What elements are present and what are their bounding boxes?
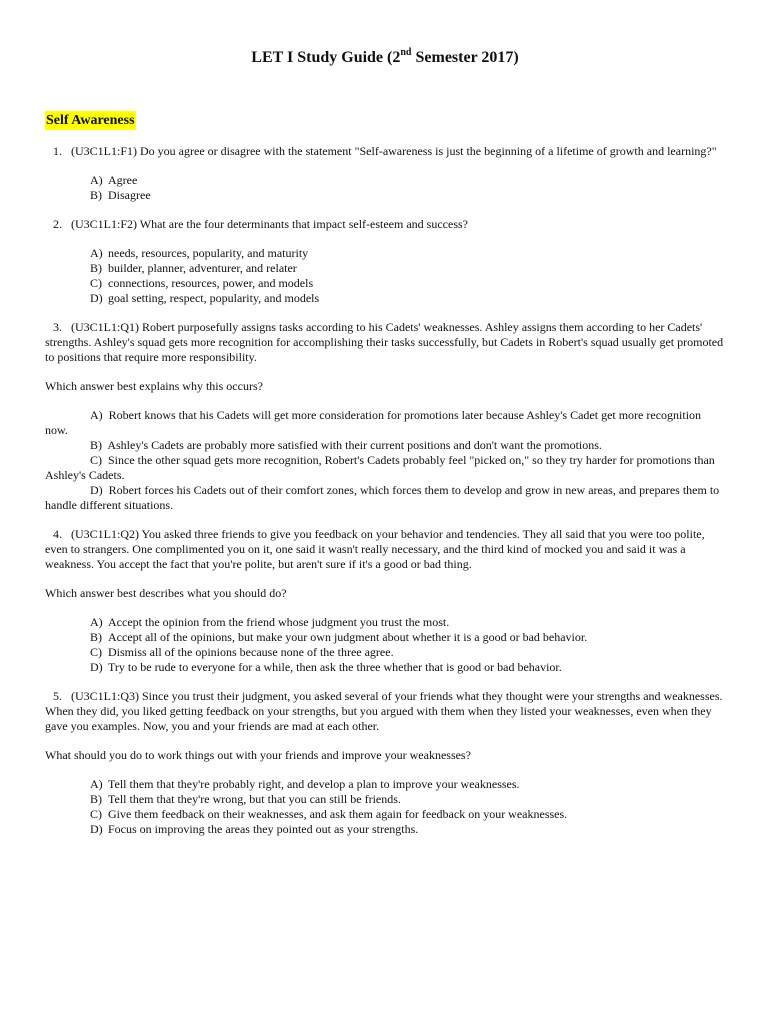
answer-option — [45, 660, 725, 675]
title-main: LET I Study Guide (2 — [251, 49, 401, 66]
question-number: 4. — [53, 527, 62, 541]
option-letter: B) — [90, 261, 102, 275]
option-letter: A) — [90, 246, 103, 260]
option-letter: D) — [90, 660, 103, 674]
option-letter: B) — [90, 792, 102, 806]
answer-options — [45, 173, 725, 203]
option-text: Accept all of the opinions, but make your own judgment about whether it is a good or bad behavior. — [108, 630, 588, 644]
option-letter: D) — [90, 291, 103, 305]
question-list — [45, 144, 725, 837]
section-heading: Self Awareness — [46, 113, 135, 128]
question-2 — [45, 217, 725, 232]
answer-option — [45, 173, 725, 188]
question-5 — [45, 689, 725, 734]
question-number: 1. — [53, 144, 62, 158]
option-letter: C) — [90, 807, 102, 821]
answer-options — [45, 246, 725, 306]
option-text: Try to be rude to everyone for a while, then ask the three whether that is good or bad behavior. — [108, 660, 562, 674]
option-letter: C) — [90, 645, 102, 659]
option-letter: A) — [90, 408, 103, 422]
answer-options — [45, 615, 725, 675]
option-letter: B) — [90, 630, 102, 644]
question-3 — [45, 320, 725, 365]
option-letter: D) — [90, 483, 103, 497]
option-text: Tell them that they're wrong, but that you can still be friends. — [108, 792, 401, 806]
answer-option — [45, 792, 725, 807]
page-title — [0, 48, 770, 68]
answer-option — [45, 246, 725, 261]
question-text: (U3C1L1:Q2) You asked three friends to give you feedback on your behavior and tendencies. They all said that you were too polite, even to strangers. One complimented you on it, one said it wasn't really necessary, and the third kind of mocked you and said it was a weakness. You accept the fact that you're polite, but aren't sure if it's a good or bad thing. — [45, 527, 705, 571]
question-text: (U3C1L1:Q3) Since you trust their judgment, you asked several of your friends what they thought were your strengths and weaknesses. When they did, you liked getting feedback on your strengths, but you argued with them when they listed your weaknesses, even when they gave you examples. Now, you and your friends are mad at each other. — [45, 689, 723, 733]
answer-option — [45, 438, 725, 453]
option-text: Focus on improving the areas they pointed out as your strengths. — [108, 822, 419, 836]
answer-option — [45, 645, 725, 660]
answer-option — [45, 822, 725, 837]
option-text: Dismiss all of the opinions because none of the three agree. — [108, 645, 394, 659]
option-letter: A) — [90, 615, 103, 629]
option-text: Tell them that they're probably right, and develop a plan to improve your weaknesses. — [108, 777, 520, 791]
answer-option — [45, 615, 725, 630]
title-superscript: nd — [400, 47, 412, 58]
option-text: Robert knows that his Cadets will get more consideration for promotions later because Ashley's Cadet get more recognition now. — [45, 408, 702, 437]
answer-option — [45, 777, 725, 792]
option-letter: B) — [90, 188, 102, 202]
answer-option — [45, 807, 725, 822]
option-text: Accept the opinion from the friend whose judgment you trust the most. — [108, 615, 450, 629]
option-text: needs, resources, popularity, and maturity — [108, 246, 309, 260]
question-text: (U3C1L1:F1) Do you agree or disagree with the statement "Self-awareness is just the beginning of a lifetime of growth and learning?" — [71, 144, 717, 158]
answer-option — [45, 630, 725, 645]
question-4 — [45, 527, 725, 572]
option-text: Disagree — [108, 188, 151, 202]
question-number: 5. — [53, 689, 62, 703]
question-prompt: Which answer best describes what you should do? — [45, 586, 287, 600]
option-text: Since the other squad gets more recognition, Robert's Cadets probably feel "picked on," so they try harder for promotions than Ashley's Cadets. — [45, 453, 715, 482]
option-text: builder, planner, adventurer, and relater — [108, 261, 297, 275]
option-text: connections, resources, power, and models — [108, 276, 314, 290]
answer-options — [45, 408, 725, 513]
question-prompt: What should you do to work things out with your friends and improve your weaknesses? — [45, 748, 471, 762]
answer-option — [45, 291, 725, 306]
question-number: 3. — [53, 320, 62, 334]
option-text: goal setting, respect, popularity, and models — [108, 291, 320, 305]
question-text: (U3C1L1:F2) What are the four determinants that impact self-esteem and success? — [71, 217, 468, 231]
answer-options — [45, 777, 725, 837]
option-letter: C) — [90, 453, 102, 467]
question-prompt: Which answer best explains why this occurs? — [45, 379, 263, 393]
question-text: (U3C1L1:Q1) Robert purposefully assigns tasks according to his Cadets' weaknesses. Ashley assigns them according to her Cadets' strengths. Ashley's squad gets more recognition for accomplishing their tasks successfully, but Cadets in Robert's squad usually get promoted to positions that require more responsibility. — [45, 320, 724, 364]
question-1 — [45, 144, 725, 159]
answer-option — [45, 188, 725, 203]
answer-option — [45, 408, 725, 438]
question-number: 2. — [53, 217, 62, 231]
option-letter: A) — [90, 173, 103, 187]
answer-option — [45, 453, 725, 483]
option-letter: B) — [90, 438, 102, 452]
answer-option — [45, 483, 725, 513]
option-text: Give them feedback on their weaknesses, and ask them again for feedback on your weaknesses. — [108, 807, 568, 821]
answer-option — [45, 261, 725, 276]
option-text: Agree — [108, 173, 138, 187]
title-rest: Semester 2017) — [411, 49, 519, 66]
option-text: Robert forces his Cadets out of their comfort zones, which forces them to develop and grow in new areas, and prepares them to handle different situations. — [45, 483, 720, 512]
option-letter: A) — [90, 777, 103, 791]
answer-option — [45, 276, 725, 291]
option-text: Ashley's Cadets are probably more satisfied with their current positions and don't want the promotions. — [107, 438, 602, 452]
option-letter: D) — [90, 822, 103, 836]
option-letter: C) — [90, 276, 102, 290]
